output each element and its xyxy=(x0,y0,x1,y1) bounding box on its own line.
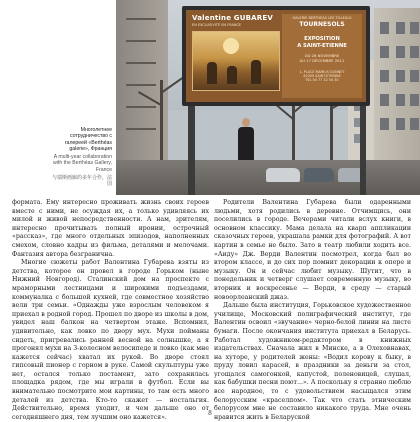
exhibition-panel xyxy=(282,14,362,98)
painting-figure xyxy=(251,60,261,84)
exhibition-dates xyxy=(282,54,362,63)
caption-chinese: 与瑞斯画廊的多年合作，法国 xyxy=(51,175,112,188)
left-text-column xyxy=(12,199,209,422)
figure-coat xyxy=(238,127,254,160)
poster-painting xyxy=(192,31,280,91)
street-photo xyxy=(116,0,420,195)
date-line: AU 17 DÉCEMBRE 2011 xyxy=(299,57,345,63)
painting-sun xyxy=(223,38,239,54)
gallery-label: GALERIE BERTHEAS LES TILLEULS xyxy=(292,16,352,20)
painting-figure xyxy=(207,62,217,84)
exhibition-title xyxy=(282,36,362,49)
caption-russian: Многолетнее сотрудничество с галереей «Berthéas galerie», Франция xyxy=(64,127,112,152)
parked-car xyxy=(304,168,334,182)
exhibition-line: EXPOSITION xyxy=(304,36,340,42)
date-line: DU 26 NOVEMBRE xyxy=(304,53,340,58)
photo-caption xyxy=(48,127,112,187)
paragraph: Дальше была институция, Горьковское художественное училище, Московский полиграфический институт, где Валентин освоил «звучание» черно-белой линии на листе бумаги. После окончания института приехал в Беларусь. Работал художником-редактором в книжных издательствах. Сначала жил в Минске, а в Олеховнавах, на хуторе, у родителей жены: «Водил корову к быку, в пруду ловил карасей, в праздники за деньги за стол, угощался самогонкой, капустой, поленовицей, слушал, как бабушки песни поют...». А поскольку я странно люблю все народное, то с удовольствием насыщался этим белорусским «краселпом». Так что стать этническим белорусом мне не составило никакого труда. Мне очень нравится жить в Беларуской xyxy=(214,302,411,421)
parked-car xyxy=(266,168,300,182)
billboard xyxy=(182,6,370,106)
paragraph: формата. Ему интересно проживать жизнь своих героев вместе с ними, не осуждая их, а только удивляясь их милой и живой непосредственности. А нам, зрителям, интересно прочитывать полный иронии, острочный «рассказ», где много отдельных эпизодов, наполненных смехом, словно кадры из фильма, деталями и мелочами. Фантазия автора безгранична. xyxy=(12,199,209,258)
figure-head xyxy=(242,118,250,127)
right-text-column xyxy=(214,199,411,422)
artist-figure xyxy=(238,118,254,160)
artist-subtitle: EN EXCLUSIVITÉ EN FRANCE xyxy=(192,23,242,27)
artist-name: Valentine GUBAREV xyxy=(192,14,273,22)
billboard-post xyxy=(360,96,366,195)
paragraph: Родители Валентина Губарева были одаренными людьми, хотя родились в деревне. Отчимщись, они поселились в городе. Вечерами читали вслух книги, в основном классику. Мама делала на кварп аппликации сказочных героев, украшала рамки для фотографий. А вот картин в семье не было. Зато в театр любили ходить все. «Аиду» Дж. Верди Валентин посмотрел, когда был во втором классе, и до сих пор помнит декорации к опере и музыку. Он и сейчас любит музыку. Шутит, что в понедельник и четверг слушает современную музыку, во вторник и воскресенье — Верди, в среду — старый новоорлеанский джаз. xyxy=(214,199,411,301)
billboard-poster xyxy=(186,10,366,102)
gallery-address xyxy=(282,70,362,83)
painting-figure xyxy=(227,66,237,84)
paragraph: Многие сюжеты работ Валентина Губарева взяты из детства, которое он провел в городе Горьком (ныне Нижний Новгород). Сталинский дом на проспекте с мраморными лестницами и широкими подъездами, коммуналка с большой кухней, где совместное хозяйство вели три семьи. «Однажды уже взрослым человеком я приехал в родной город. Прошел по дворе из школы в дом, увидел наш балкон на четвертом этаже. Вспомнил, удивительно, как ловко по двору мух. Мухи пойманы сидеть, пригревались ранней весной на солнышке, а я прогонял мухи на 3-колесном велосипеде и ловко (как мне кажется сейчас) хватал их рукой. Во дворе стоял гипсовый пионер с горном в руке. Самой скульптуры уже нет, остался только постамент, зато сохранилась площадка рядом, где мы играли в футбол. Если вы внимательно посмотрите мои картины, то там есть много деталей из детства. Кто-то скажет — ностальгия. Действительно, время уходит, и чем дальше оно от сегодняшнего дня, тем лучшим оно кажется». xyxy=(12,259,209,421)
gallery-name: TOURNESOLS xyxy=(299,21,345,28)
address-line: 1, PLACE MARIUS GONNET xyxy=(299,70,345,74)
page-number: 8 xyxy=(208,409,212,417)
exhibition-line: A SAINT-ETIENNE xyxy=(297,42,347,49)
billboard-post xyxy=(188,96,195,195)
caption-english: A multi-year collaboration with the Berthéas Gallery, France xyxy=(52,154,112,173)
bare-tree xyxy=(292,105,295,165)
address-line: TEL 04 77 32 54 30 xyxy=(305,78,339,83)
address-line: 42000 SAINT-ETIENNE xyxy=(303,74,341,79)
